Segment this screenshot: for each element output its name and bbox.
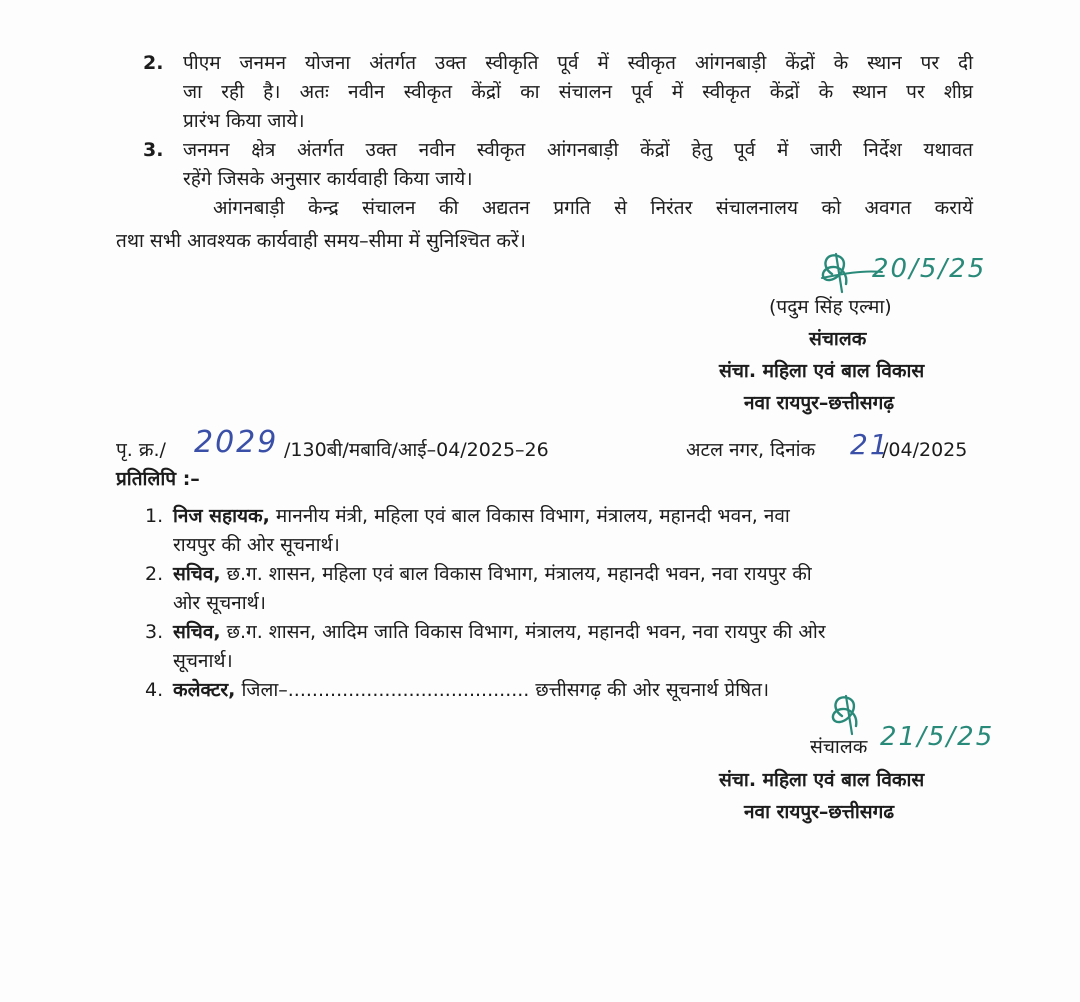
copy-item-text: ओर सूचनार्थ।	[173, 592, 266, 614]
copy-item-text: रायपुर की ओर सूचनार्थ।	[173, 534, 340, 556]
paragraph-line: जनमन क्षेत्र अंतर्गत उक्त नवीन स्वीकृत आंगनबाड़ी केंद्रों हेतु पूर्व में जारी निर्देश यथावत	[183, 139, 973, 161]
paragraph-line: रहेंगे जिसके अनुसार कार्यवाही किया जाये।	[183, 168, 473, 190]
copy-item-number: 2.	[145, 563, 164, 585]
paragraph-line: पीएम जनमन योजना अंतर्गत उक्त स्वीकृति पूर्व में स्वीकृत आंगनबाड़ी केंद्रों के स्थान पर दी	[183, 52, 973, 74]
paragraph-line: जा रही है। अतः नवीन स्वीकृत केंद्रों का संचालन पूर्व में स्वीकृत केंद्रों के स्थान पर शीघ्र	[183, 81, 973, 103]
handwritten-reference-number: 2029	[194, 425, 279, 460]
paragraph-line: प्रारंभ किया जाये।	[183, 110, 305, 132]
signatory-location: नवा रायपुर–छत्तीसगढ	[744, 801, 895, 823]
copy-item-number: 4.	[145, 679, 164, 701]
copy-item-recipient: निज सहायक,	[173, 505, 270, 527]
reference-prefix: पृ. क्र./	[116, 439, 166, 461]
signatory-designation: संचालक	[810, 736, 868, 758]
handwritten-day: 21	[850, 428, 890, 461]
copy-to-heading: प्रतिलिपि :–	[116, 468, 200, 490]
signatory-designation: संचालक	[809, 328, 867, 350]
signatory-name: (पदुम सिंह एल्मा)	[769, 296, 892, 318]
reference-suffix: /130बी/मबावि/आई–04/2025–26	[284, 439, 549, 461]
paragraph-number: 2.	[143, 52, 164, 74]
copy-item-recipient: कलेक्टर,	[173, 679, 236, 701]
copy-item	[173, 619, 826, 645]
closing-line: आंगनबाड़ी केन्द्र संचालन की अद्यतन प्रगति से निरंतर संचालनालय को अवगत करायें	[213, 197, 973, 219]
place-date-prefix: अटल नगर, दिनांक	[686, 439, 816, 461]
copy-item-text: छ.ग. शासन, महिला एवं बाल विकास विभाग, मंत्रालय, महानदी भवन, नवा रायपुर की	[220, 563, 812, 585]
signatory-office: संचा. महिला एवं बाल विकास	[719, 360, 925, 382]
copy-item	[173, 677, 769, 703]
copy-item-text: छ.ग. शासन, आदिम जाति विकास विभाग, मंत्रालय, महानदी भवन, नवा रायपुर की ओर	[220, 621, 826, 643]
copy-item	[173, 561, 812, 587]
copy-item	[173, 503, 790, 529]
copy-item-recipient: सचिव,	[173, 621, 221, 643]
copy-item-text: माननीय मंत्री, महिला एवं बाल विकास विभाग, मंत्रालय, महानदी भवन, नवा	[269, 505, 790, 527]
signature-mark	[822, 688, 882, 738]
paragraph-number: 3.	[143, 139, 164, 161]
handwritten-date: 20/5/25	[872, 254, 987, 284]
copy-item-recipient: सचिव,	[173, 563, 221, 585]
copy-item-number: 3.	[145, 621, 164, 643]
copy-item-text: जिला–........................................ छत्तीसगढ़ की ओर सूचनार्थ प्रेषित।	[235, 679, 770, 701]
copy-item-number: 1.	[145, 505, 164, 527]
closing-line: तथा सभी आवश्यक कार्यवाही समय–सीमा में सुनिश्चित करें।	[116, 230, 526, 252]
date-suffix: /04/2025	[882, 439, 968, 461]
handwritten-date: 21/5/25	[880, 722, 995, 752]
signatory-office: संचा. महिला एवं बाल विकास	[719, 769, 925, 791]
copy-item-text: सूचनार्थ।	[173, 650, 233, 672]
signatory-location: नवा रायपुर–छत्तीसगढ़	[744, 392, 895, 414]
